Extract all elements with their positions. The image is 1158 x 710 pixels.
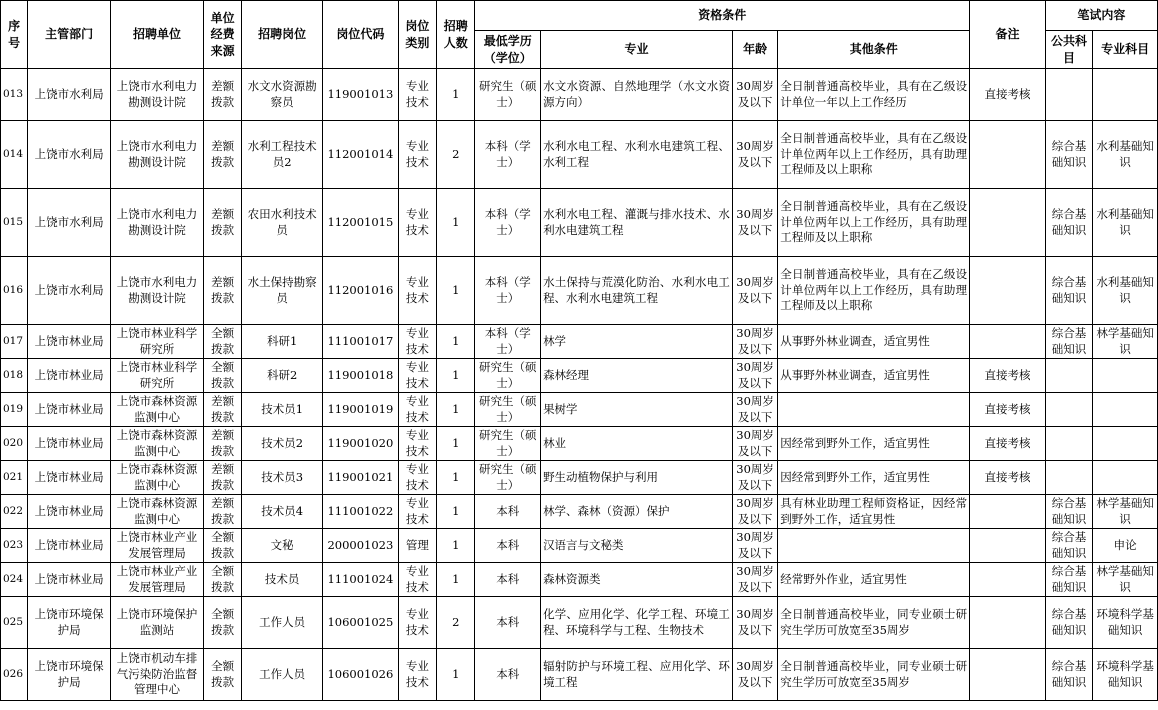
- cell-category: 专业技术: [398, 257, 436, 325]
- cell-unit: 上饶市林业科学研究所: [111, 325, 204, 359]
- cell-edu: 研究生（硕士）: [475, 69, 541, 121]
- cell-note: [970, 257, 1046, 325]
- cell-other: 从事野外林业调查，适宜男性: [778, 325, 970, 359]
- cell-age: 30周岁及以下: [732, 69, 777, 121]
- table-row: [1, 597, 1158, 649]
- cell-exam-public: [1045, 69, 1092, 121]
- cell-fund: 全额拨款: [203, 649, 241, 701]
- cell-other: 从事野外林业调查，适宜男性: [778, 359, 970, 393]
- cell-exam-pro: 水利基础知识: [1093, 189, 1158, 257]
- cell-major: 野生动植物保护与利用: [541, 461, 733, 495]
- header-exam-pro: 专业科目: [1093, 31, 1158, 69]
- header-dept: 主管部门: [28, 1, 111, 69]
- cell-edu: 本科: [475, 597, 541, 649]
- cell-unit: 上饶市森林资源监测中心: [111, 393, 204, 427]
- header-other: 其他条件: [778, 31, 970, 69]
- cell-seq: 025: [1, 597, 28, 649]
- cell-exam-public: 综合基础知识: [1045, 257, 1092, 325]
- cell-unit: 上饶市森林资源监测中心: [111, 495, 204, 529]
- header-unit: 招聘单位: [111, 1, 204, 69]
- cell-seq: 015: [1, 189, 28, 257]
- cell-edu: 本科: [475, 529, 541, 563]
- cell-seq: 016: [1, 257, 28, 325]
- cell-other: 全日制普通高校毕业，同专业硕士研究生学历可放宽至35周岁: [778, 649, 970, 701]
- cell-exam-pro: [1093, 69, 1158, 121]
- cell-other: 全日制普通高校毕业，具有在乙级设计单位两年以上工作经历，具有助理工程师及以上职称: [778, 189, 970, 257]
- cell-exam-pro: [1093, 427, 1158, 461]
- cell-category: 专业技术: [398, 649, 436, 701]
- cell-age: 30周岁及以下: [732, 189, 777, 257]
- cell-unit: 上饶市林业产业发展管理局: [111, 529, 204, 563]
- cell-seq: 013: [1, 69, 28, 121]
- cell-dept: 上饶市水利局: [28, 69, 111, 121]
- cell-post: 科研2: [242, 359, 323, 393]
- cell-post: 工作人员: [242, 649, 323, 701]
- cell-exam-pro: [1093, 393, 1158, 427]
- cell-dept: 上饶市林业局: [28, 427, 111, 461]
- header-exam-public: 公共科目: [1045, 31, 1092, 69]
- cell-code: 119001013: [323, 69, 399, 121]
- header-code: 岗位代码: [323, 1, 399, 69]
- cell-edu: 本科（学士）: [475, 189, 541, 257]
- cell-age: 30周岁及以下: [732, 359, 777, 393]
- table-row: [1, 121, 1158, 189]
- table-row: [1, 427, 1158, 461]
- cell-exam-public: 综合基础知识: [1045, 529, 1092, 563]
- cell-unit: 上饶市林业产业发展管理局: [111, 563, 204, 597]
- cell-major: 森林资源类: [541, 563, 733, 597]
- cell-seq: 022: [1, 495, 28, 529]
- cell-num: 1: [437, 563, 475, 597]
- cell-unit: 上饶市林业科学研究所: [111, 359, 204, 393]
- cell-age: 30周岁及以下: [732, 257, 777, 325]
- cell-category: 专业技术: [398, 393, 436, 427]
- table-row: [1, 563, 1158, 597]
- cell-note: 直接考核: [970, 427, 1046, 461]
- cell-exam-public: 综合基础知识: [1045, 495, 1092, 529]
- cell-exam-public: [1045, 393, 1092, 427]
- cell-category: 专业技术: [398, 189, 436, 257]
- cell-num: 1: [437, 189, 475, 257]
- header-fund: 单位经费来源: [203, 1, 241, 69]
- cell-dept: 上饶市林业局: [28, 325, 111, 359]
- cell-code: 200001023: [323, 529, 399, 563]
- cell-code: 112001014: [323, 121, 399, 189]
- cell-other: 具有林业助理工程师资格证，因经常到野外工作，适宜男性: [778, 495, 970, 529]
- cell-num: 1: [437, 649, 475, 701]
- cell-major: 化学、应用化学、化学工程、环境工程、环境科学与工程、生物技术: [541, 597, 733, 649]
- cell-unit: 上饶市森林资源监测中心: [111, 427, 204, 461]
- cell-age: 30周岁及以下: [732, 461, 777, 495]
- cell-category: 专业技术: [398, 495, 436, 529]
- cell-num: 1: [437, 529, 475, 563]
- header-age: 年龄: [732, 31, 777, 69]
- cell-unit: 上饶市水利电力勘测设计院: [111, 121, 204, 189]
- cell-edu: 研究生（硕士）: [475, 461, 541, 495]
- cell-note: [970, 325, 1046, 359]
- cell-fund: 全额拨款: [203, 325, 241, 359]
- table-row: [1, 257, 1158, 325]
- cell-exam-public: 综合基础知识: [1045, 597, 1092, 649]
- cell-note: [970, 189, 1046, 257]
- cell-seq: 019: [1, 393, 28, 427]
- cell-code: 111001017: [323, 325, 399, 359]
- cell-num: 1: [437, 69, 475, 121]
- cell-exam-pro: [1093, 461, 1158, 495]
- cell-unit: 上饶市机动车排气污染防治监督管理中心: [111, 649, 204, 701]
- cell-category: 专业技术: [398, 597, 436, 649]
- cell-num: 1: [437, 359, 475, 393]
- cell-num: 2: [437, 121, 475, 189]
- table-row: [1, 649, 1158, 701]
- cell-dept: 上饶市林业局: [28, 563, 111, 597]
- cell-edu: 本科: [475, 563, 541, 597]
- cell-age: 30周岁及以下: [732, 649, 777, 701]
- cell-fund: 差额拨款: [203, 257, 241, 325]
- cell-note: [970, 121, 1046, 189]
- cell-edu: 本科: [475, 649, 541, 701]
- cell-seq: 026: [1, 649, 28, 701]
- cell-fund: 差额拨款: [203, 69, 241, 121]
- cell-fund: 差额拨款: [203, 461, 241, 495]
- cell-num: 1: [437, 427, 475, 461]
- cell-exam-pro: 申论: [1093, 529, 1158, 563]
- header-num: 招聘人数: [437, 1, 475, 69]
- cell-dept: 上饶市林业局: [28, 461, 111, 495]
- cell-dept: 上饶市林业局: [28, 495, 111, 529]
- cell-seq: 017: [1, 325, 28, 359]
- cell-age: 30周岁及以下: [732, 529, 777, 563]
- cell-major: 水文水资源、自然地理学（水文水资源方向）: [541, 69, 733, 121]
- header-note: 备注: [970, 1, 1046, 69]
- cell-major: 汉语言与文秘类: [541, 529, 733, 563]
- cell-note: [970, 529, 1046, 563]
- table-row: [1, 189, 1158, 257]
- header-category: 岗位类别: [398, 1, 436, 69]
- cell-code: 111001022: [323, 495, 399, 529]
- cell-post: 技术员3: [242, 461, 323, 495]
- table-row: [1, 529, 1158, 563]
- cell-post: 农田水利技术员: [242, 189, 323, 257]
- header-seq: 序号: [1, 1, 28, 69]
- cell-category: 专业技术: [398, 69, 436, 121]
- cell-edu: 本科（学士）: [475, 257, 541, 325]
- cell-age: 30周岁及以下: [732, 393, 777, 427]
- cell-unit: 上饶市森林资源监测中心: [111, 461, 204, 495]
- cell-dept: 上饶市水利局: [28, 257, 111, 325]
- cell-dept: 上饶市环境保护局: [28, 649, 111, 701]
- cell-dept: 上饶市环境保护局: [28, 597, 111, 649]
- cell-dept: 上饶市水利局: [28, 121, 111, 189]
- cell-num: 1: [437, 461, 475, 495]
- cell-note: 直接考核: [970, 393, 1046, 427]
- cell-num: 2: [437, 597, 475, 649]
- header-major: 专业: [541, 31, 733, 69]
- cell-dept: 上饶市林业局: [28, 359, 111, 393]
- cell-post: 技术员2: [242, 427, 323, 461]
- cell-exam-public: 综合基础知识: [1045, 649, 1092, 701]
- cell-seq: 024: [1, 563, 28, 597]
- header-exam: 笔试内容: [1045, 1, 1157, 31]
- cell-note: 直接考核: [970, 359, 1046, 393]
- cell-edu: 研究生（硕士）: [475, 393, 541, 427]
- cell-fund: 全额拨款: [203, 597, 241, 649]
- cell-unit: 上饶市水利电力勘测设计院: [111, 189, 204, 257]
- cell-category: 专业技术: [398, 563, 436, 597]
- table-body: [1, 69, 1158, 701]
- cell-note: [970, 495, 1046, 529]
- table-row: [1, 325, 1158, 359]
- cell-other: 全日制普通高校毕业，同专业硕士研究生学历可放宽至35周岁: [778, 597, 970, 649]
- cell-fund: 全额拨款: [203, 529, 241, 563]
- cell-code: 119001019: [323, 393, 399, 427]
- cell-other: [778, 529, 970, 563]
- cell-exam-public: [1045, 427, 1092, 461]
- cell-fund: 全额拨款: [203, 359, 241, 393]
- cell-major: 果树学: [541, 393, 733, 427]
- cell-exam-pro: 环境科学基础知识: [1093, 597, 1158, 649]
- cell-age: 30周岁及以下: [732, 121, 777, 189]
- cell-post: 水文水资源勘察员: [242, 69, 323, 121]
- cell-edu: 本科: [475, 495, 541, 529]
- cell-exam-public: 综合基础知识: [1045, 563, 1092, 597]
- cell-category: 专业技术: [398, 325, 436, 359]
- cell-major: 林业: [541, 427, 733, 461]
- cell-category: 专业技术: [398, 359, 436, 393]
- cell-category: 专业技术: [398, 461, 436, 495]
- cell-post: 水土保持勘察员: [242, 257, 323, 325]
- cell-age: 30周岁及以下: [732, 563, 777, 597]
- cell-num: 1: [437, 495, 475, 529]
- cell-edu: 研究生（硕士）: [475, 427, 541, 461]
- cell-post: 工作人员: [242, 597, 323, 649]
- cell-post: 技术员4: [242, 495, 323, 529]
- cell-fund: 差额拨款: [203, 121, 241, 189]
- cell-fund: 全额拨款: [203, 563, 241, 597]
- cell-fund: 差额拨款: [203, 189, 241, 257]
- cell-category: 专业技术: [398, 427, 436, 461]
- cell-exam-pro: 林学基础知识: [1093, 495, 1158, 529]
- header-edu: 最低学历（学位）: [475, 31, 541, 69]
- cell-note: 直接考核: [970, 69, 1046, 121]
- cell-code: 119001018: [323, 359, 399, 393]
- cell-edu: 研究生（硕士）: [475, 359, 541, 393]
- cell-other: 因经常到野外工作，适宜男性: [778, 461, 970, 495]
- table-row: [1, 359, 1158, 393]
- cell-note: [970, 597, 1046, 649]
- cell-exam-public: [1045, 359, 1092, 393]
- cell-dept: 上饶市林业局: [28, 393, 111, 427]
- cell-code: 111001024: [323, 563, 399, 597]
- cell-major: 森林经理: [541, 359, 733, 393]
- cell-num: 1: [437, 393, 475, 427]
- cell-exam-pro: [1093, 359, 1158, 393]
- cell-note: [970, 563, 1046, 597]
- cell-code: 119001020: [323, 427, 399, 461]
- header-post: 招聘岗位: [242, 1, 323, 69]
- cell-edu: 本科（学士）: [475, 325, 541, 359]
- cell-dept: 上饶市林业局: [28, 529, 111, 563]
- cell-major: 水土保持与荒漠化防治、水利水电工程、水利水电建筑工程: [541, 257, 733, 325]
- cell-age: 30周岁及以下: [732, 325, 777, 359]
- cell-other: 全日制普通高校毕业，具有在乙级设计单位两年以上工作经历，具有助理工程师及以上职称: [778, 257, 970, 325]
- cell-exam-public: 综合基础知识: [1045, 121, 1092, 189]
- cell-fund: 差额拨款: [203, 393, 241, 427]
- cell-major: 林学、森林（资源）保护: [541, 495, 733, 529]
- cell-other: [778, 393, 970, 427]
- cell-other: 经常野外作业，适宜男性: [778, 563, 970, 597]
- cell-seq: 018: [1, 359, 28, 393]
- cell-other: 全日制普通高校毕业，具有在乙级设计单位一年以上工作经历: [778, 69, 970, 121]
- cell-unit: 上饶市水利电力勘测设计院: [111, 257, 204, 325]
- cell-age: 30周岁及以下: [732, 597, 777, 649]
- cell-note: 直接考核: [970, 461, 1046, 495]
- cell-unit: 上饶市水利电力勘测设计院: [111, 69, 204, 121]
- cell-major: 水利水电工程、灌溉与排水技术、水利水电建筑工程: [541, 189, 733, 257]
- cell-age: 30周岁及以下: [732, 495, 777, 529]
- cell-exam-pro: 水利基础知识: [1093, 121, 1158, 189]
- cell-major: 水利水电工程、水利水电建筑工程、水利工程: [541, 121, 733, 189]
- table-row: [1, 495, 1158, 529]
- cell-code: 106001025: [323, 597, 399, 649]
- cell-num: 1: [437, 257, 475, 325]
- cell-exam-public: 综合基础知识: [1045, 325, 1092, 359]
- cell-category: 专业技术: [398, 121, 436, 189]
- table-row: [1, 461, 1158, 495]
- cell-post: 水利工程技术员2: [242, 121, 323, 189]
- cell-unit: 上饶市环境保护监测站: [111, 597, 204, 649]
- header-qualifications: 资格条件: [475, 1, 970, 31]
- cell-exam-public: 综合基础知识: [1045, 189, 1092, 257]
- cell-edu: 本科（学士）: [475, 121, 541, 189]
- cell-seq: 014: [1, 121, 28, 189]
- cell-code: 119001021: [323, 461, 399, 495]
- cell-exam-public: [1045, 461, 1092, 495]
- cell-major: 林学: [541, 325, 733, 359]
- table-row: [1, 393, 1158, 427]
- cell-post: 文秘: [242, 529, 323, 563]
- cell-num: 1: [437, 325, 475, 359]
- cell-post: 科研1: [242, 325, 323, 359]
- cell-exam-pro: 林学基础知识: [1093, 563, 1158, 597]
- cell-post: 技术员1: [242, 393, 323, 427]
- cell-note: [970, 649, 1046, 701]
- cell-other: 全日制普通高校毕业，具有在乙级设计单位两年以上工作经历，具有助理工程师及以上职称: [778, 121, 970, 189]
- cell-dept: 上饶市水利局: [28, 189, 111, 257]
- cell-seq: 023: [1, 529, 28, 563]
- cell-exam-pro: 环境科学基础知识: [1093, 649, 1158, 701]
- cell-fund: 差额拨款: [203, 427, 241, 461]
- cell-code: 112001016: [323, 257, 399, 325]
- cell-exam-pro: 林学基础知识: [1093, 325, 1158, 359]
- cell-age: 30周岁及以下: [732, 427, 777, 461]
- cell-major: 辐射防护与环境工程、应用化学、环境工程: [541, 649, 733, 701]
- cell-other: 因经常到野外工作，适宜男性: [778, 427, 970, 461]
- cell-post: 技术员: [242, 563, 323, 597]
- cell-fund: 差额拨款: [203, 495, 241, 529]
- cell-code: 106001026: [323, 649, 399, 701]
- cell-seq: 020: [1, 427, 28, 461]
- cell-category: 管理: [398, 529, 436, 563]
- cell-seq: 021: [1, 461, 28, 495]
- cell-exam-pro: 水利基础知识: [1093, 257, 1158, 325]
- cell-code: 112001015: [323, 189, 399, 257]
- table-row: [1, 69, 1158, 121]
